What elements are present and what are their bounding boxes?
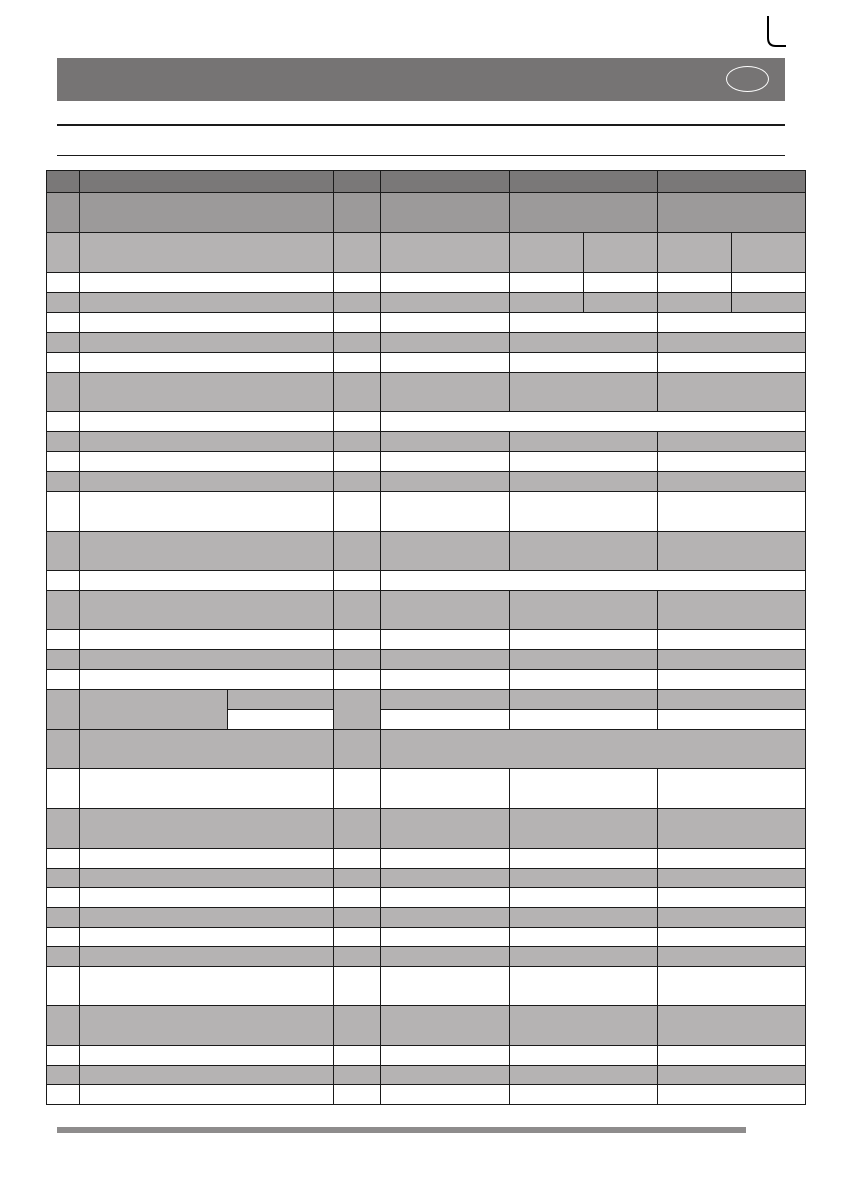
language-badge [726, 66, 769, 92]
table-row [47, 630, 806, 650]
header-band [57, 58, 785, 101]
table-cell [334, 928, 381, 947]
table-cell [381, 730, 806, 769]
table-cell [80, 869, 334, 888]
table-header-row [47, 193, 806, 233]
table-cell [47, 630, 80, 650]
table-cell [510, 532, 658, 571]
table-cell [381, 452, 510, 472]
crop-mark-icon [766, 16, 786, 48]
table-cell [658, 967, 806, 1006]
table-cell [658, 293, 732, 313]
table-cell [658, 947, 806, 967]
table-cell [80, 333, 334, 353]
table-cell [334, 849, 381, 869]
table-cell [510, 947, 658, 967]
table-cell [658, 690, 806, 710]
table-cell [510, 171, 658, 193]
table-cell [658, 869, 806, 888]
table-cell [381, 313, 510, 333]
table-cell [334, 412, 381, 432]
table-cell [658, 492, 806, 532]
table-cell [510, 849, 658, 869]
spec-table [46, 170, 806, 1105]
table-cell [80, 432, 334, 452]
table-row [47, 1046, 806, 1066]
table-cell [334, 293, 381, 313]
table-cell [510, 193, 658, 233]
table-row [47, 472, 806, 492]
table-cell [47, 432, 80, 452]
table-cell [510, 333, 658, 353]
table-cell [80, 273, 334, 293]
table-cell [80, 1066, 334, 1085]
table-cell [334, 967, 381, 1006]
table-cell [658, 532, 806, 571]
table-cell [334, 313, 381, 333]
table-cell [381, 650, 510, 670]
table-row [47, 571, 806, 591]
table-cell [47, 690, 80, 730]
table-cell [80, 908, 334, 928]
table-cell [510, 967, 658, 1006]
table-cell [658, 809, 806, 849]
table-row [47, 888, 806, 908]
table-cell [47, 650, 80, 670]
table-cell [658, 452, 806, 472]
table-cell [47, 849, 80, 869]
table-cell [80, 670, 334, 690]
table-cell [381, 710, 510, 730]
table-row [47, 452, 806, 472]
table-cell [510, 928, 658, 947]
table-cell [47, 273, 80, 293]
table-cell [381, 571, 806, 591]
table-cell [732, 273, 806, 293]
table-cell [510, 313, 658, 333]
table-cell [334, 908, 381, 928]
table-cell [510, 888, 658, 908]
table-cell [47, 967, 80, 1006]
table-cell [334, 869, 381, 888]
table-cell [47, 670, 80, 690]
table-cell [658, 273, 732, 293]
table-row [47, 373, 806, 412]
table-cell [80, 769, 334, 809]
table-cell [658, 710, 806, 730]
table-cell [510, 452, 658, 472]
table-cell [80, 947, 334, 967]
table-cell [510, 293, 584, 313]
table-cell [381, 1046, 510, 1066]
table-cell [510, 630, 658, 650]
table-cell [334, 492, 381, 532]
table-cell [381, 630, 510, 650]
table-cell [80, 630, 334, 650]
table-row [47, 730, 806, 769]
table-cell [47, 869, 80, 888]
table-cell [732, 233, 806, 273]
table-cell [381, 1006, 510, 1046]
table-cell [47, 591, 80, 630]
table-cell [381, 849, 510, 869]
table-cell [80, 1085, 334, 1105]
table-cell [334, 730, 381, 769]
footer-bar [57, 1127, 746, 1133]
table-cell [381, 233, 510, 273]
table-cell [80, 888, 334, 908]
table-cell [510, 1085, 658, 1105]
table-cell [334, 273, 381, 293]
table-cell [47, 947, 80, 967]
table-cell [47, 193, 80, 233]
table-cell [334, 571, 381, 591]
table-cell [334, 670, 381, 690]
table-row [47, 809, 806, 849]
table-cell [381, 373, 510, 412]
table-cell [381, 171, 510, 193]
table-cell [510, 233, 584, 273]
table-cell [381, 888, 510, 908]
table-cell [80, 690, 228, 730]
table-cell [381, 353, 510, 373]
table-row [47, 412, 806, 432]
table-cell [658, 630, 806, 650]
table-cell [334, 591, 381, 630]
table-row [47, 1085, 806, 1105]
table-cell [80, 967, 334, 1006]
table-cell [510, 650, 658, 670]
table-row [47, 313, 806, 333]
table-cell [47, 313, 80, 333]
table-cell [658, 373, 806, 412]
table-cell [381, 492, 510, 532]
table-cell [80, 492, 334, 532]
table-cell [80, 412, 334, 432]
table-row [47, 908, 806, 928]
table-cell [510, 273, 584, 293]
table-cell [381, 1085, 510, 1105]
table-cell [510, 670, 658, 690]
table-row [47, 769, 806, 809]
table-cell [80, 313, 334, 333]
table-cell [381, 333, 510, 353]
table-cell [381, 670, 510, 690]
table-cell [47, 353, 80, 373]
table-cell [334, 472, 381, 492]
table-cell [658, 313, 806, 333]
table-cell [228, 710, 334, 730]
table-row [47, 532, 806, 571]
table-cell [658, 670, 806, 690]
table-cell [334, 432, 381, 452]
table-cell [334, 809, 381, 849]
table-cell [47, 333, 80, 353]
table-cell [47, 809, 80, 849]
table-row [47, 492, 806, 532]
table-cell [47, 1006, 80, 1046]
table-cell [47, 769, 80, 809]
table-cell [47, 293, 80, 313]
table-cell [510, 373, 658, 412]
table-cell [80, 591, 334, 630]
table-cell [658, 1085, 806, 1105]
table-cell [381, 472, 510, 492]
table-cell [381, 947, 510, 967]
table-cell [47, 452, 80, 472]
table-cell [80, 730, 334, 769]
table-cell [47, 908, 80, 928]
table-cell [658, 333, 806, 353]
table-cell [334, 650, 381, 670]
table-cell [47, 233, 80, 273]
table-cell [510, 1006, 658, 1046]
table-cell [80, 650, 334, 670]
table-cell [658, 908, 806, 928]
table-row [47, 432, 806, 452]
table-cell [584, 273, 658, 293]
table-cell [658, 928, 806, 947]
table-cell [658, 888, 806, 908]
table-cell [80, 809, 334, 849]
table-cell [584, 293, 658, 313]
table-cell [510, 1046, 658, 1066]
table-cell [381, 869, 510, 888]
table-cell [80, 293, 334, 313]
table-cell [732, 293, 806, 313]
table-cell [510, 690, 658, 710]
table-cell [381, 690, 510, 710]
table-row [47, 591, 806, 630]
table-cell [334, 353, 381, 373]
table-cell [80, 1046, 334, 1066]
table-row [47, 333, 806, 353]
table-row [47, 869, 806, 888]
table-cell [381, 193, 510, 233]
table-cell [334, 947, 381, 967]
table-cell [510, 353, 658, 373]
table-cell [47, 412, 80, 432]
table-cell [510, 432, 658, 452]
table-cell [80, 452, 334, 472]
table-cell [658, 193, 806, 233]
table-cell [658, 591, 806, 630]
table-row [47, 273, 806, 293]
table-header-row [47, 233, 806, 273]
table-cell [334, 373, 381, 412]
table-cell [658, 1066, 806, 1085]
table-cell [334, 193, 381, 233]
table-cell [381, 293, 510, 313]
table-row [47, 1006, 806, 1046]
table-cell [510, 769, 658, 809]
table-cell [47, 888, 80, 908]
table-cell [47, 571, 80, 591]
table-cell [381, 967, 510, 1006]
table-cell [658, 472, 806, 492]
table-cell [658, 1006, 806, 1046]
table-cell [510, 710, 658, 730]
table-row [47, 293, 806, 313]
table-cell [47, 928, 80, 947]
table-cell [510, 492, 658, 532]
table-cell [510, 1066, 658, 1085]
table-cell [510, 908, 658, 928]
table-cell [80, 472, 334, 492]
table-cell [80, 928, 334, 947]
table-cell [80, 353, 334, 373]
table-cell [381, 908, 510, 928]
table-cell [228, 690, 334, 710]
table-cell [80, 193, 334, 233]
table-cell [658, 353, 806, 373]
table-cell [47, 532, 80, 571]
table-cell [334, 630, 381, 650]
table-cell [334, 171, 381, 193]
table-cell [334, 1046, 381, 1066]
table-cell [80, 571, 334, 591]
table-cell [334, 1085, 381, 1105]
table-cell [658, 432, 806, 452]
table-cell [381, 273, 510, 293]
table-cell [47, 1046, 80, 1066]
table-cell [510, 809, 658, 849]
table-cell [584, 233, 658, 273]
table-row [47, 947, 806, 967]
table-cell [334, 690, 381, 730]
table-cell [510, 472, 658, 492]
table-header-row [47, 171, 806, 193]
table-cell [80, 849, 334, 869]
table-row [47, 928, 806, 947]
table-cell [658, 233, 732, 273]
table-cell [80, 233, 334, 273]
table-cell [334, 452, 381, 472]
table-cell [381, 809, 510, 849]
table-cell [47, 1085, 80, 1105]
table-cell [381, 432, 510, 452]
table-cell [47, 492, 80, 532]
table-cell [381, 412, 806, 432]
table-cell [47, 472, 80, 492]
table-cell [658, 849, 806, 869]
table-cell [47, 171, 80, 193]
table-cell [334, 888, 381, 908]
table-cell [80, 1006, 334, 1046]
table-cell [334, 333, 381, 353]
table-cell [47, 730, 80, 769]
table-cell [510, 591, 658, 630]
table-cell [381, 769, 510, 809]
table-cell [47, 373, 80, 412]
table-cell [381, 591, 510, 630]
table-cell [334, 233, 381, 273]
table-cell [334, 769, 381, 809]
table-cell [80, 532, 334, 571]
table-cell [658, 1046, 806, 1066]
table-row [47, 690, 806, 710]
section-rule-bottom [57, 155, 785, 156]
table-row [47, 1066, 806, 1085]
table-cell [658, 769, 806, 809]
table-cell [334, 1066, 381, 1085]
table-cell [334, 1006, 381, 1046]
table-row [47, 670, 806, 690]
table-cell [658, 171, 806, 193]
table-cell [381, 1066, 510, 1085]
section-rule-top [57, 124, 785, 126]
table-row [47, 353, 806, 373]
table-cell [80, 171, 334, 193]
table-cell [47, 1066, 80, 1085]
table-cell [381, 532, 510, 571]
table-row [47, 849, 806, 869]
table-cell [510, 869, 658, 888]
table-cell [80, 373, 334, 412]
table-cell [658, 650, 806, 670]
table-cell [334, 532, 381, 571]
table-row [47, 650, 806, 670]
table-cell [381, 928, 510, 947]
table-row [47, 967, 806, 1006]
